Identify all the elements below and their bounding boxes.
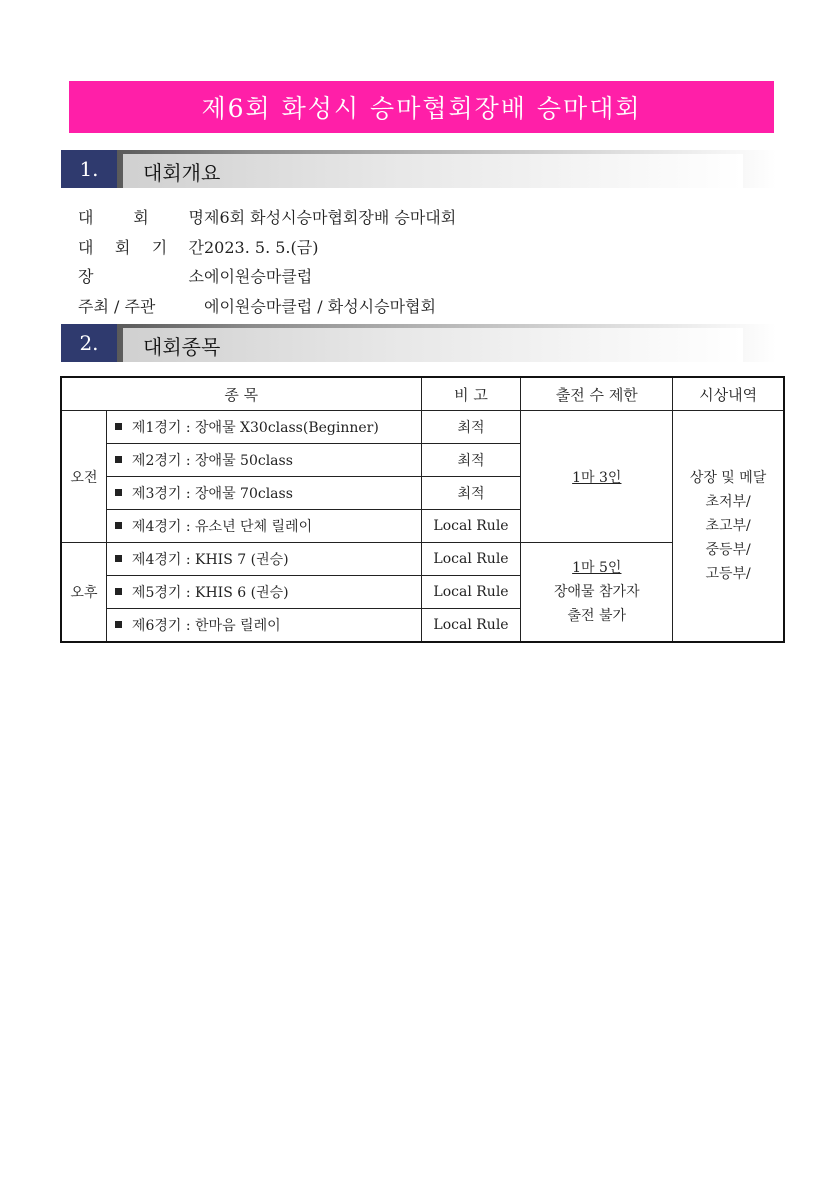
event-label: 제4경기 : KHIS 7 (권승) [131, 552, 289, 568]
overview-value: 에이원승마클럽 [204, 267, 313, 286]
overview-row-host [78, 292, 456, 322]
key-char: 회 [133, 208, 149, 227]
overview-list [78, 203, 456, 321]
overview-value: 에이원승마클럽 / 화성시승마협회 [204, 296, 436, 316]
section-number: 2. [61, 324, 117, 362]
event-cell [106, 543, 421, 576]
event-cell [106, 477, 421, 510]
event-cell [106, 411, 421, 444]
event-cell [106, 609, 421, 642]
event-label: 제1경기 : 장애물 X30class(Beginner) [131, 420, 379, 436]
header-award: 시상내역 [673, 378, 784, 411]
key-char: 장 [78, 267, 94, 286]
limit-cell-morning [521, 411, 673, 543]
key-char: 회 [114, 237, 131, 257]
note-cell: 최적 [421, 477, 521, 510]
bullet-icon [115, 588, 122, 595]
event-cell [106, 444, 421, 477]
overview-key [78, 203, 204, 233]
award-line: 초저부/ [705, 494, 751, 510]
overview-row-venue [78, 262, 456, 292]
bullet-icon [115, 456, 122, 463]
session-morning: 오전 [62, 411, 107, 543]
limit-text: 장애물 참가자 [554, 584, 640, 600]
bullet-icon [115, 555, 122, 562]
overview-key [78, 233, 204, 263]
limit-text: 1마 5인 [572, 560, 622, 576]
limit-cell-afternoon [521, 543, 673, 642]
key-char: 대 [78, 237, 94, 257]
bullet-icon [115, 423, 122, 430]
section-number: 1. [61, 150, 117, 188]
event-label: 제3경기 : 장애물 70class [131, 486, 293, 502]
section-title: 대회종목 [123, 328, 743, 362]
section-title: 대회개요 [123, 154, 743, 188]
overview-row-period [78, 233, 456, 263]
key-char: 주최 / 주관 [78, 296, 156, 316]
page-title-banner [69, 81, 774, 133]
bullet-icon [115, 522, 122, 529]
note-cell: Local Rule [421, 510, 521, 543]
note-cell: Local Rule [421, 576, 521, 609]
section-header-events [61, 324, 776, 362]
event-label: 제2경기 : 장애물 50class [131, 453, 293, 469]
event-label: 제5경기 : KHIS 6 (권승) [131, 585, 289, 601]
note-cell: Local Rule [421, 543, 521, 576]
table-row [62, 411, 784, 444]
overview-value: 제6회 화성시승마협회장배 승마대회 [204, 208, 457, 227]
table-header-row [62, 378, 784, 411]
events-table [61, 377, 784, 642]
key-char: 명 [188, 208, 204, 227]
award-cell [673, 411, 784, 642]
key-char: 간 [188, 237, 204, 257]
limit-text: 1마 3인 [572, 469, 622, 486]
overview-value: 2023. 5. 5.(금) [204, 237, 319, 257]
key-char: 대 [78, 208, 94, 227]
header-event: 종 목 [62, 378, 422, 411]
event-cell [106, 576, 421, 609]
bullet-icon [115, 489, 122, 496]
bullet-icon [115, 621, 122, 628]
overview-row-name [78, 203, 456, 233]
award-line: 초고부/ [705, 518, 751, 534]
note-cell: Local Rule [421, 609, 521, 642]
event-cell [106, 510, 421, 543]
page-title: 제6회 화성시 승마협회장배 승마대회 [201, 94, 642, 123]
key-char: 소 [188, 267, 204, 286]
section-header-overview [61, 150, 776, 188]
overview-key [78, 262, 204, 292]
limit-text: 출전 불가 [567, 608, 627, 624]
award-line: 상장 및 메달 [689, 470, 767, 486]
key-char: 기 [151, 237, 168, 257]
overview-key [78, 292, 204, 322]
award-line: 중등부/ [705, 542, 751, 558]
header-note: 비 고 [421, 378, 521, 411]
event-label: 제4경기 : 유소년 단체 릴레이 [131, 519, 313, 535]
note-cell: 최적 [421, 411, 521, 444]
event-label: 제6경기 : 한마음 릴레이 [131, 618, 281, 634]
note-cell: 최적 [421, 444, 521, 477]
header-limit: 출전 수 제한 [521, 378, 673, 411]
award-line: 고등부/ [705, 566, 751, 582]
session-afternoon: 오후 [62, 543, 107, 642]
